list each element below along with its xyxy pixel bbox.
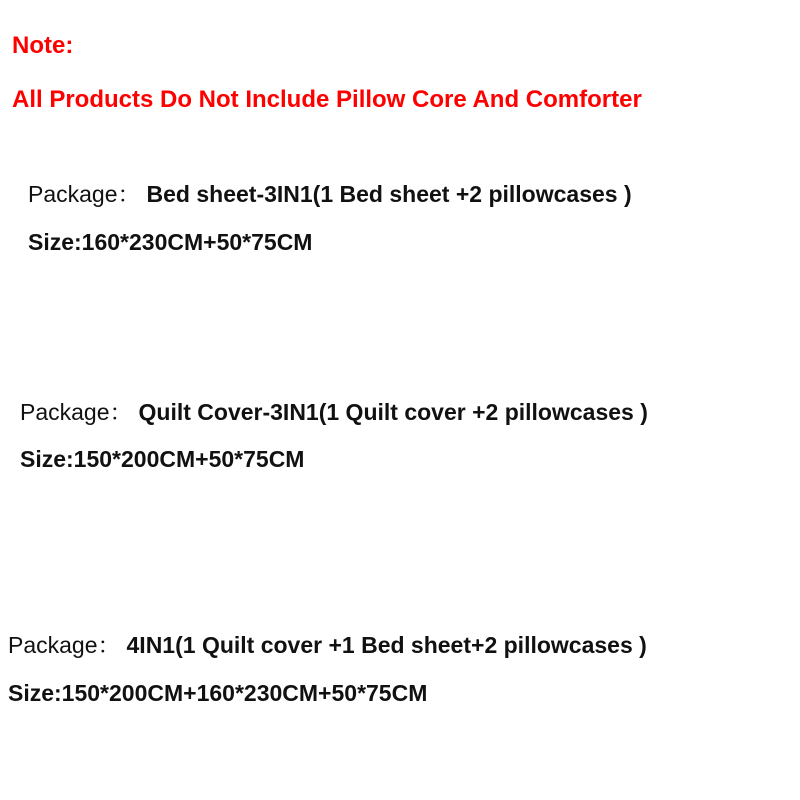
package-2-line bbox=[20, 394, 648, 427]
package-1-label: Package： bbox=[28, 181, 141, 207]
note-text: All Products Do Not Include Pillow Core And Comforter bbox=[12, 86, 642, 113]
package-2-label: Package： bbox=[20, 399, 133, 425]
package-3-line bbox=[8, 627, 647, 660]
package-2-size: Size:150*200CM+50*75CM bbox=[20, 446, 305, 472]
note-title: Note: bbox=[12, 32, 74, 59]
package-2-contents: Quilt Cover-3IN1(1 Quilt cover +2 pillowcases ) bbox=[138, 399, 648, 425]
package-1-size: Size:160*230CM+50*75CM bbox=[28, 229, 313, 255]
package-1-contents: Bed sheet-3IN1(1 Bed sheet +2 pillowcases ) bbox=[146, 181, 632, 207]
package-3-contents: 4IN1(1 Quilt cover +1 Bed sheet+2 pillowcases ) bbox=[126, 632, 647, 658]
package-3-label: Package： bbox=[8, 632, 121, 658]
package-3-size: Size:150*200CM+160*230CM+50*75CM bbox=[8, 680, 428, 706]
package-1-line bbox=[28, 176, 632, 209]
